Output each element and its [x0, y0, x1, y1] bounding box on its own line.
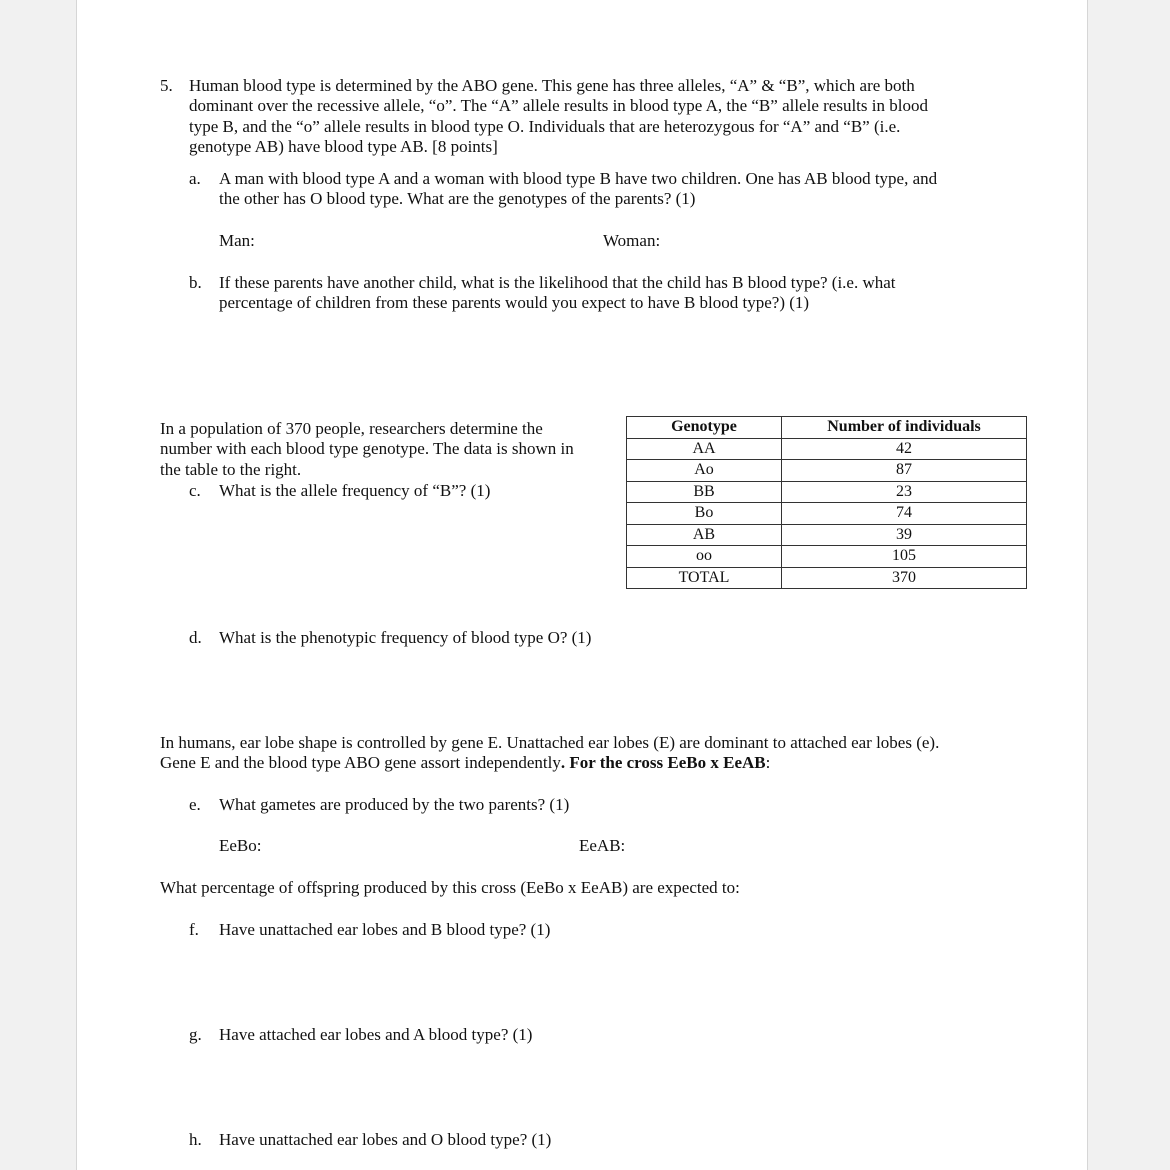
genotype-cell: TOTAL	[627, 567, 782, 589]
table-row	[627, 481, 1027, 503]
part-e-text: What gametes are produced by the two parents? (1)	[219, 795, 570, 814]
part-b-text	[219, 273, 896, 314]
percentage-intro: What percentage of offspring produced by this cross (EeBo x EeAB) are expected to:	[160, 878, 740, 897]
column-header: Number of individuals	[782, 417, 1027, 439]
table-row	[627, 503, 1027, 525]
parent2-label: EeAB:	[579, 836, 626, 855]
part-label: e.	[189, 795, 201, 814]
genotype-cell: AA	[627, 438, 782, 460]
count-cell: 370	[782, 567, 1027, 589]
part-label: d.	[189, 628, 202, 647]
column-header: Genotype	[627, 417, 782, 439]
table-row	[627, 524, 1027, 546]
text-line: the other has O blood type. What are the genotypes of the parents? (1)	[219, 189, 696, 209]
text-line: genotype AB) have blood type AB. [8 points]	[189, 137, 498, 157]
part-label: h.	[189, 1130, 202, 1149]
count-cell: 23	[782, 481, 1027, 503]
text-line: In humans, ear lobe shape is controlled by gene E. Unattached ear lobes (E) are dominant to attached ear lobes (e).	[160, 733, 940, 752]
part-g-text: Have attached ear lobes and A blood type? (1)	[219, 1025, 533, 1044]
part-d-text: What is the phenotypic frequency of blood type O? (1)	[219, 628, 592, 647]
genotype-cell: BB	[627, 481, 782, 503]
table-row	[627, 567, 1027, 589]
text-line: Human blood type is determined by the ABO gene. This gene has three alleles, “A” & “B”, which are both	[189, 76, 915, 95]
part-label: g.	[189, 1025, 202, 1044]
part-label: a.	[189, 169, 201, 188]
genotype-cell: Ao	[627, 460, 782, 482]
genotype-cell: AB	[627, 524, 782, 546]
count-cell: 105	[782, 546, 1027, 568]
man-label: Man:	[219, 231, 255, 250]
text-line: In a population of 370 people, researchers determine the	[160, 419, 543, 438]
text-line: percentage of children from these parents would you expect to have B blood type?) (1)	[219, 293, 810, 313]
genotype-table	[626, 416, 1027, 589]
bold-text: . For the cross EeBo x EeAB	[560, 753, 766, 773]
part-label: f.	[189, 920, 199, 939]
question-number: 5.	[160, 76, 173, 95]
text-line: If these parents have another child, what is the likelihood that the child has B blood type? (i.e. what	[219, 273, 896, 292]
text-line: dominant over the recessive allele, “o”. The “A” allele results in blood type A, the “B” allele results in blood	[189, 96, 928, 116]
part-f-text: Have unattached ear lobes and B blood type? (1)	[219, 920, 551, 939]
count-cell: 74	[782, 503, 1027, 525]
text-line: number with each blood type genotype. The data is shown in	[160, 439, 574, 459]
genotype-cell: Bo	[627, 503, 782, 525]
count-cell: 39	[782, 524, 1027, 546]
text-line	[160, 753, 939, 773]
parent1-label: EeBo:	[219, 836, 262, 855]
part-label: c.	[189, 481, 201, 500]
count-cell: 42	[782, 438, 1027, 460]
earlobe-paragraph	[160, 733, 939, 774]
text-span: :	[765, 753, 771, 773]
part-c-text: What is the allele frequency of “B”? (1)	[219, 481, 491, 500]
question-5-text	[189, 76, 928, 158]
population-paragraph	[160, 419, 574, 480]
table-row	[627, 460, 1027, 482]
part-a-text	[219, 169, 937, 210]
text-line: the table to the right.	[160, 459, 302, 479]
part-label: b.	[189, 273, 202, 292]
woman-label: Woman:	[603, 231, 661, 250]
count-cell: 87	[782, 460, 1027, 482]
text-line: type B, and the “o” allele results in blood type O. Individuals that are heterozygous for “A” and “B” (i.e.	[189, 116, 901, 136]
genotype-cell: oo	[627, 546, 782, 568]
text-line: A man with blood type A and a woman with blood type B have two children. One has AB blood type, and	[219, 169, 938, 188]
table-row	[627, 438, 1027, 460]
text-span: Gene E and the blood type ABO gene assort independently	[160, 753, 561, 773]
table-row	[627, 546, 1027, 568]
part-h-text: Have unattached ear lobes and O blood type? (1)	[219, 1130, 552, 1149]
